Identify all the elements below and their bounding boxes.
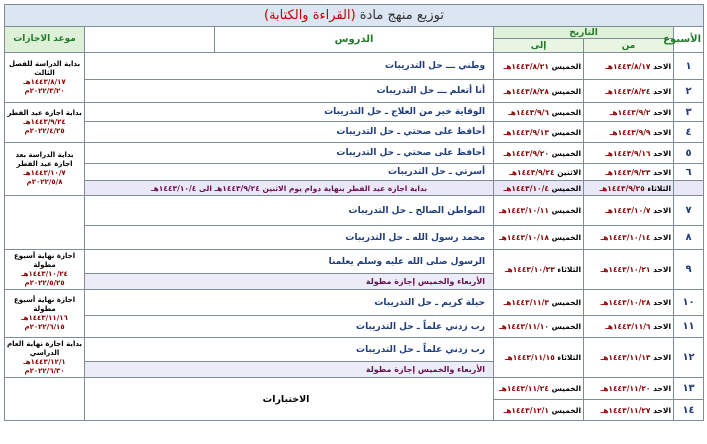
- lesson: أسرتي ـ حل التدريبات: [85, 164, 494, 181]
- week-number: ٩: [674, 250, 704, 290]
- table-row: [5, 80, 704, 103]
- week-number: ١١: [674, 316, 704, 338]
- week-number: ٦: [674, 164, 704, 181]
- table-row: [5, 196, 704, 226]
- lesson-note: الأربعاء والخميس إجازة مطولة: [85, 362, 494, 378]
- from-date: الاحد ١٤٤٣/١٠/١٤هـ: [584, 226, 674, 250]
- to-date: الخميس ١٤٤٣/١١/٣هـ: [494, 290, 584, 316]
- from-date: الاحد ١٤٤٣/٩/٩هـ: [584, 122, 674, 143]
- event-eid-start: بداية اجازة عيد الفطر ١٤٤٣/٩/٢٤هـ ٢٠٢٢/٤/٢٥م: [5, 103, 85, 143]
- week-number: ٣: [674, 103, 704, 122]
- curriculum-table: [4, 4, 704, 421]
- to-date: الخميس ١٤٤٣/١٢/١هـ: [494, 400, 584, 421]
- holiday-row: [5, 181, 704, 196]
- event-after-eid: بداية الدراسة بعد اجازة عيد الفطر ١٤٤٣/١٠/٧هـ ٢٠٢٢/٥/٨م: [5, 143, 85, 196]
- week-number-empty: [674, 181, 704, 196]
- from-date: الاحد ١٤٤٣/١٠/٧هـ: [584, 196, 674, 226]
- week-number: ٨: [674, 226, 704, 250]
- header-lessons: الدروس: [215, 27, 494, 53]
- header-holidays: موعد الاجازات: [5, 27, 85, 53]
- week-number: ١٠: [674, 290, 704, 316]
- lesson: رب زدني علماً ـ حل التدريبات: [85, 338, 494, 362]
- table-row: [5, 122, 704, 143]
- from-date: الاحد ١٤٤٣/١٠/٢٨هـ: [584, 290, 674, 316]
- from-date: الاحد ١٤٤٣/٩/١٦هـ: [584, 143, 674, 164]
- from-date: الاحد ١٤٤٣/١١/٦هـ: [584, 316, 674, 338]
- table-row: [5, 143, 704, 164]
- table-row: [5, 164, 704, 181]
- from-date: الاحد ١٤٤٣/١١/٢٠هـ: [584, 378, 674, 400]
- table-row: [5, 378, 704, 400]
- to-date: الخميس ١٤٤٣/٩/٦هـ: [494, 103, 584, 122]
- header-from: من: [584, 39, 674, 53]
- lesson: أحافظ على صحتي ـ حل التدريبات: [85, 122, 494, 143]
- to-date: الخميس ١٤٤٣/٩/١٣هـ: [494, 122, 584, 143]
- to-date: الخميس ١٤٤٣/٨/٢٨هـ: [494, 80, 584, 103]
- week-number: ٢: [674, 80, 704, 103]
- lesson: حيلة كريم ـ حل التدريبات: [85, 290, 494, 316]
- from-date: الاحد ١٤٤٣/٩/٢هـ: [584, 103, 674, 122]
- to-date: الخميس ١٤٤٣/٨/٢١هـ: [494, 53, 584, 80]
- curriculum-sheet: [4, 4, 703, 440]
- table-row: [5, 226, 704, 250]
- to-date: الخميس ١٤٤٣/٩/٢٠هـ: [494, 143, 584, 164]
- holiday-note: بداية اجازة عيد الفطر بنهاية دوام يوم الاثنين ١٤٤٣/٩/٢٤هـ الى ١٤٤٣/١٠/٤هـ: [85, 181, 494, 196]
- title-main: توزيع منهج مادة: [359, 8, 445, 23]
- header-blank: [85, 27, 215, 53]
- event-empty-2: [5, 378, 85, 421]
- to-date: الخميس ١٤٤٣/١١/١٠هـ: [494, 316, 584, 338]
- lesson: رب زدني علماً ـ حل التدريبات: [85, 316, 494, 338]
- header-date: التاريخ: [494, 27, 674, 39]
- week-number: ١: [674, 53, 704, 80]
- lesson: الرسول صلى الله عليه وسلم يعلمنا: [85, 250, 494, 274]
- holiday-from-date: الثلاثاء ١٤٤٣/٩/٢٥هـ: [584, 181, 674, 196]
- lesson: وطني ـــ حل التدريبات: [85, 53, 494, 80]
- week-number: ١٣: [674, 378, 704, 400]
- holiday-to-date: الخميس ١٤٤٣/١٠/٤هـ: [494, 181, 584, 196]
- header-to: إلى: [494, 39, 584, 53]
- lesson: أحافظ على صحتي ـ حل التدريبات: [85, 143, 494, 164]
- lesson: أنا أتعلم ـــ حل التدريبات: [85, 80, 494, 103]
- event-long-weekend-2: اجازة نهاية أسبوع مطولة ١٤٤٣/١١/١٦هـ ٢٠٢٢/٦/١٥م: [5, 290, 85, 338]
- title-subject: (القراءة والكتابة): [264, 8, 356, 23]
- from-date: الاحد ١٤٤٣/١١/٢٧هـ: [584, 400, 674, 421]
- table-row: [5, 250, 704, 274]
- to-date: الثلاثاء ١٤٤٣/١١/١٥هـ: [494, 338, 584, 378]
- week-number: ١٢: [674, 338, 704, 378]
- table-row: [5, 290, 704, 316]
- page-title: [5, 5, 704, 27]
- week-number: ١٤: [674, 400, 704, 421]
- table-row: [5, 338, 704, 362]
- table-row: [5, 53, 704, 80]
- to-date: الاثنين ١٤٤٣/٩/٢٤هـ: [494, 164, 584, 181]
- from-date: الاحد ١٤٤٣/٩/٢٣هـ: [584, 164, 674, 181]
- table-row: [5, 316, 704, 338]
- event-empty-1: [5, 196, 85, 250]
- week-number: ٧: [674, 196, 704, 226]
- from-date: الاحد ١٤٤٣/١٠/٢١هـ: [584, 250, 674, 290]
- from-date: الاحد ١٤٤٣/٨/٢٤هـ: [584, 80, 674, 103]
- week-number: ٤: [674, 122, 704, 143]
- lesson-exams: الاختبارات: [85, 378, 494, 421]
- event-long-weekend-1: اجازة نهاية أسبوع مطولة ١٤٤٣/١٠/٢٤هـ ٢٠٢٢/٥/٢٥م: [5, 250, 85, 290]
- lesson-note: الأربعاء والخميس إجازة مطولة: [85, 274, 494, 290]
- from-date: الاحد ١٤٤٣/١١/١٣هـ: [584, 338, 674, 378]
- event-end-year: بداية اجازة نهاية العام الدراسي ١٤٤٣/١٢/١هـ ٢٠٢٢/٦/٣٠م: [5, 338, 85, 378]
- lesson: الوقاية خير من العلاج ـ حل التدريبات: [85, 103, 494, 122]
- to-date: الخميس ١٤٤٣/١٠/١٨هـ: [494, 226, 584, 250]
- header-week: الأسبوع: [674, 27, 704, 53]
- week-number: ٥: [674, 143, 704, 164]
- to-date: الخميس ١٤٤٣/١١/٢٤هـ: [494, 378, 584, 400]
- from-date: الاحد ١٤٤٣/٨/١٧هـ: [584, 53, 674, 80]
- event-start-term: بداية الدراسة للفصل الثالث ١٤٤٣/٨/١٧هـ ٢٠٢٢/٣/٢٠م: [5, 53, 85, 103]
- lesson: المواطن الصالح ـ حل التدريبات: [85, 196, 494, 226]
- table-row: [5, 103, 704, 122]
- to-date: الخميس ١٤٤٣/١٠/١١هـ: [494, 196, 584, 226]
- to-date: الثلاثاء ١٤٤٣/١٠/٢٣هـ: [494, 250, 584, 290]
- lesson: محمد رسول الله ـ حل التدريبات: [85, 226, 494, 250]
